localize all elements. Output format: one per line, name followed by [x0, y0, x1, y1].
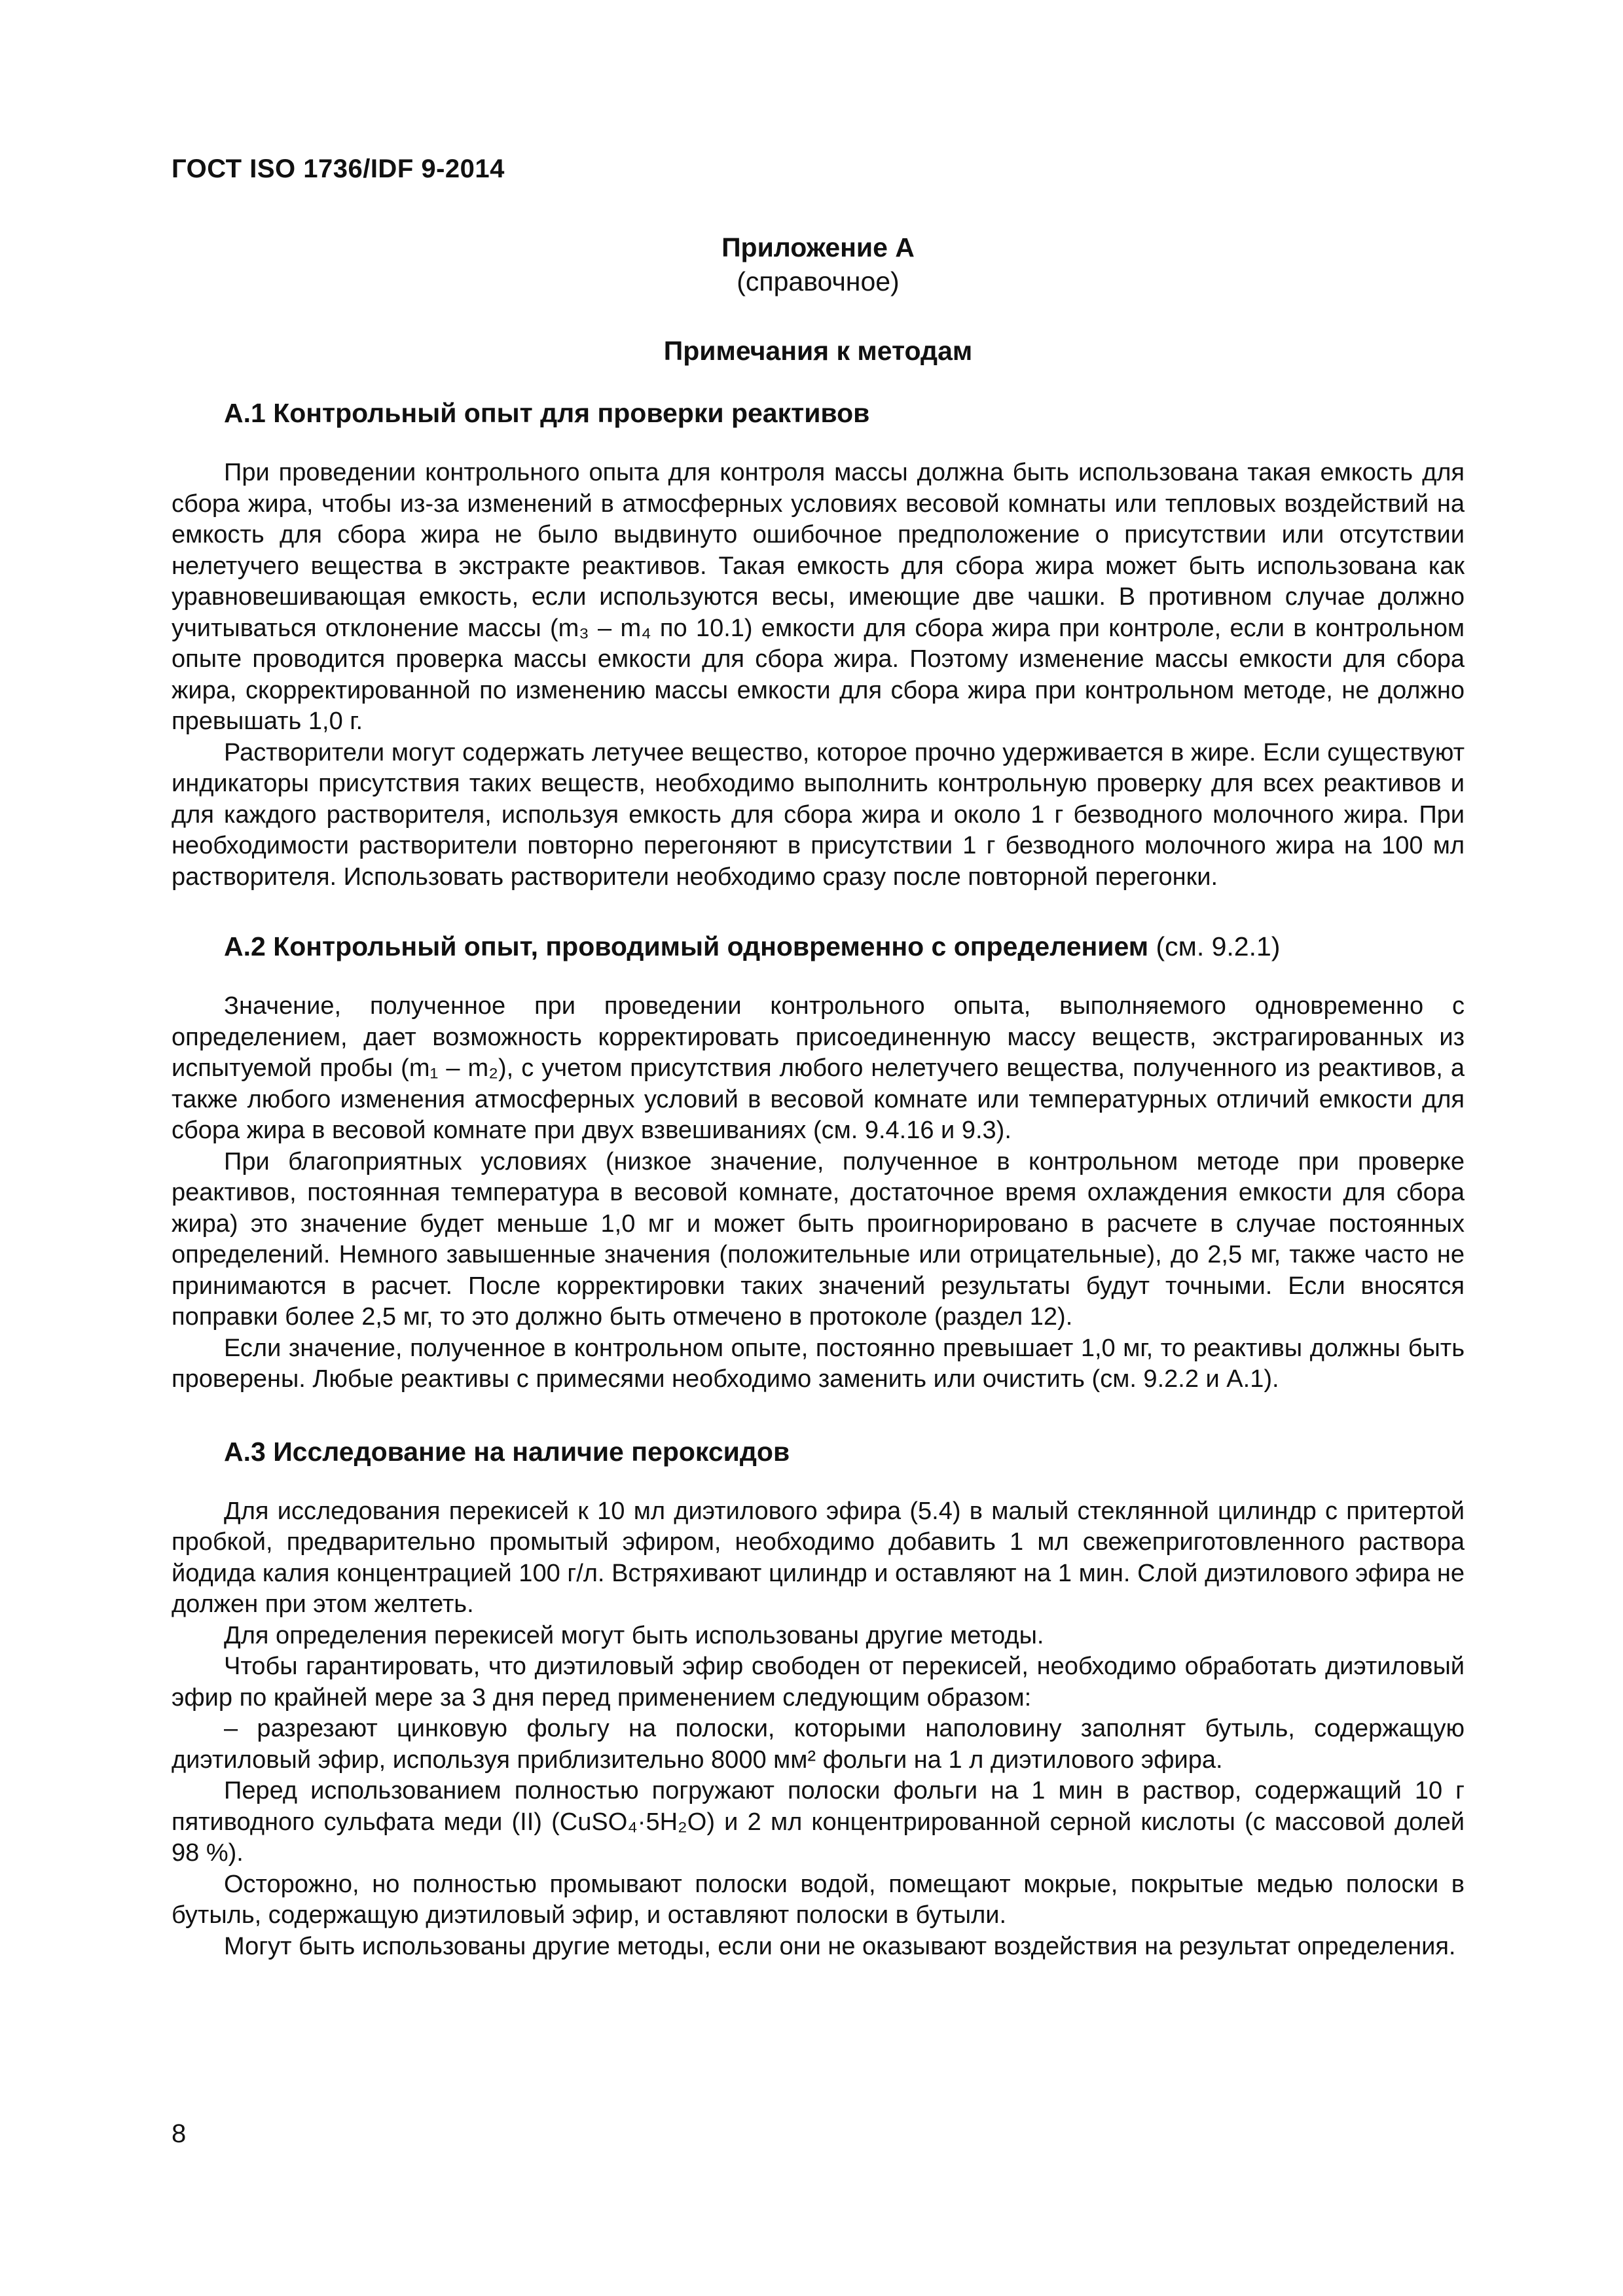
annex-kind: (справочное) — [737, 266, 900, 296]
paragraph: Значение, полученное при проведении контрольного опыта, выполняемого одновременно с определением, дает возможность корректировать присоединенную массу веществ, экстрагированных из испытуемой пробы (m₁ – m₂), с учетом присутствия любого нелетучего вещества, полученного из реактивов, а также любого изменения атмосферных условий в весовой комнате или температурных отличий емкости для сбора жира в весовой комнате при двух взвешиваниях (см. 9.4.16 и 9.3). — [172, 992, 1465, 1144]
document-code: ГОСТ ISO 1736/IDF 9-2014 — [172, 154, 505, 183]
section-title-text: А.3 Исследование на наличие пероксидов — [224, 1436, 790, 1467]
paragraph: Если значение, полученное в контрольном опыте, постоянно превышает 1,0 мг, то реактивы должны быть проверены. Любые реактивы с примесями необходимо заменить или очистить (см. 9.2.2 и А.1). — [172, 1334, 1465, 1393]
document-body — [172, 396, 1465, 1999]
paragraph: Перед использованием полностью погружают полоски фольги на 1 мин в раствор, содержащий 10 г пятиводного сульфата меди (II) (CuSO₄·5H₂O) и 2 мл концентрированной серной кислоты (с массовой долей 98 %). — [172, 1777, 1465, 1867]
paragraph: При благоприятных условиях (низкое значение, полученное в контрольном методе при проверке реактивов, постоянная температура в весовой комнате, достаточное время охлаждения емкости для сбора жира) это значение будет меньше 1,0 мг и может быть проигнорировано в расчете в случае постоянных определений. Немного завышенные значения (положительные или отрицательные), до 2,5 мг, также часто не принимаются в расчет. После корректировки таких значений результаты будут точными. Если вносятся поправки более 2,5 мг, то это должно быть отмечено в протоколе (раздел 12). — [172, 1147, 1465, 1331]
paragraph: Могут быть использованы другие методы, если они не оказывают воздействия на результат определения. — [224, 1932, 1456, 1960]
paragraph: Растворители могут содержать летучее вещество, которое прочно удерживается в жире. Если существуют индикаторы присутствия таких веществ, необходимо выполнить контрольную проверку для всех реактивов и для каждого растворителя, используя емкость для сбора жира и около 1 г безводного молочного жира. При необходимости растворители повторно перегоняют в присутствии 1 г безводного молочного жира на 100 мл растворителя. Использовать растворители необходимо сразу после повторной перегонки. — [172, 738, 1465, 891]
section-title — [172, 396, 1465, 430]
section-reference: (см. 9.2.1) — [1156, 931, 1281, 961]
paragraph: – разрезают цинковую фольгу на полоски, которыми наполовину заполнят бутыль, содержащую диэтиловый эфир, используя приблизительно 8000 мм² фольги на 1 л диэтилового эфира. — [172, 1715, 1465, 1774]
section-title — [172, 1435, 1465, 1469]
page-number: 8 — [172, 2119, 187, 2148]
paragraph: Для исследования перекисей к 10 мл диэтилового эфира (5.4) в малый стеклянной цилиндр с притертой пробкой, предварительно промытый эфиром, необходимо добавить 1 мл свежеприготовленного раствора йодида калия концентрацией 100 г/л. Встряхивают цилиндр и оставляют на 1 мин. Слой диэтилового эфира не должен при этом желтеть. — [172, 1497, 1465, 1618]
paragraph: Чтобы гарантировать, что диэтиловый эфир свободен от перекисей, необходимо обработать диэтиловый эфир по крайней мере за 3 дня перед применением следующим образом: — [172, 1653, 1465, 1712]
section-title-text: А.2 Контрольный опыт, проводимый одновременно с определением — [224, 931, 1149, 961]
section-a1 — [172, 396, 1465, 893]
paragraph: Осторожно, но полностью промывают полоски водой, помещают мокрые, покрытые медью полоски в бутыль, содержащую диэтиловый эфир, и оставляют полоски в бутыли. — [172, 1870, 1465, 1929]
section-a3 — [172, 1435, 1465, 1963]
section-title — [172, 929, 1465, 963]
annex-title: Приложение А — [721, 232, 915, 262]
paragraph: При проведении контрольного опыта для контроля массы должна быть использована такая емкость для сбора жира, чтобы из-за изменений в атмосферных условиях весовой комнаты или тепловых воздействий на емкость для сбора жира не было выдвинуто ошибочное предположение о присутствии или отсутствии нелетучего вещества в экстракте реактивов. Такая емкость для сбора жира может быть использована как уравновешивающая емкость, если используются весы, имеющие две чашки. В противном случае должно учитываться отклонение массы (m₃ – m₄ по 10.1) емкости для сбора жира при контроле, если в контрольном опыте проводится проверка массы емкости для сбора жира. Поэтому изменение массы емкости для сбора жира, скорректированной по изменению массы емкости для сбора жира при контрольном методе, не должно превышать 1,0 г. — [172, 459, 1465, 735]
section-title-text: А.1 Контрольный опыт для проверки реактивов — [224, 398, 870, 428]
paragraph: Для определения перекисей могут быть использованы другие методы. — [224, 1621, 1044, 1649]
section-a2 — [172, 929, 1465, 1395]
annex-heading: Примечания к методам — [663, 336, 973, 366]
annex-header — [172, 230, 1465, 368]
